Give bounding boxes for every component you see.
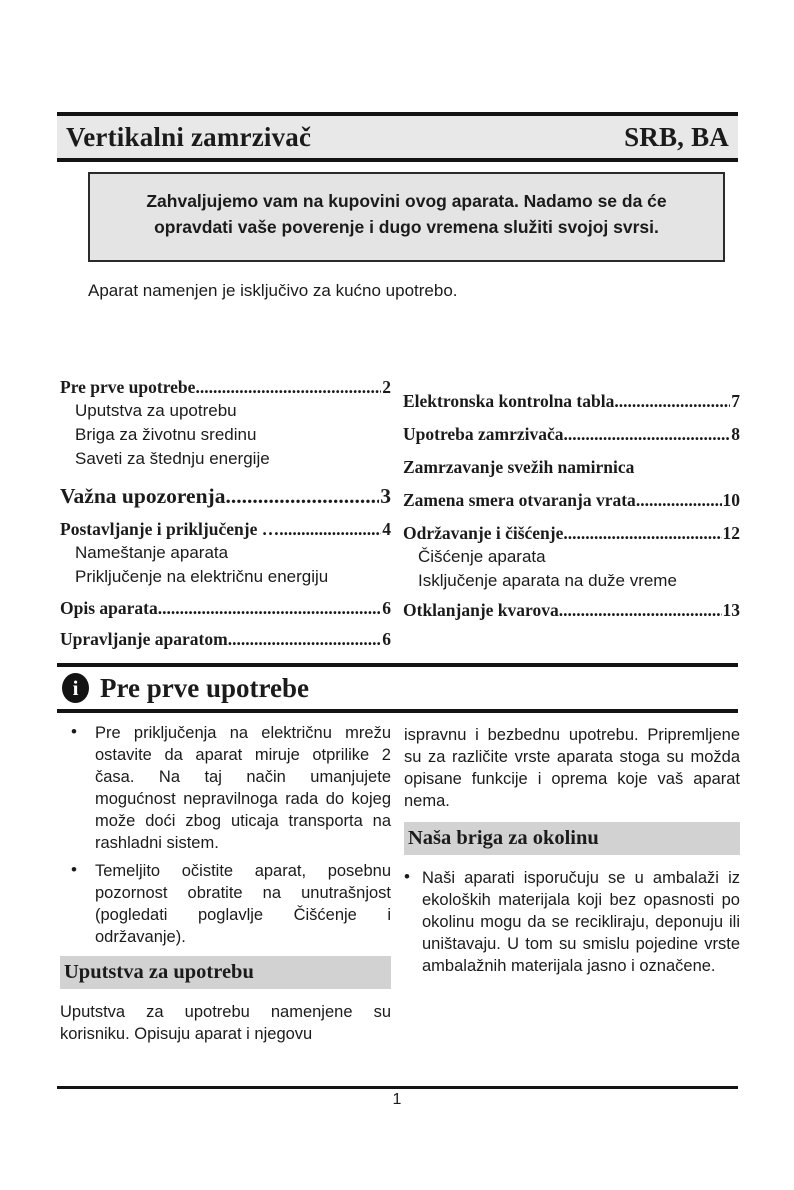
bullet-icon	[71, 859, 77, 881]
toc-entry-label: Elektronska kontrolna tabla	[403, 391, 615, 411]
page-number: 1	[392, 1091, 402, 1108]
toc-leader	[564, 423, 731, 446]
toc-entry	[60, 376, 391, 399]
toc-page-number: 7	[731, 391, 740, 411]
info-icon: i	[62, 673, 89, 703]
subheading-band: Naša briga za okolinu	[404, 822, 740, 855]
thanks-box	[88, 172, 725, 262]
toc-entry	[60, 518, 391, 541]
toc-entry-label: Opis aparata	[60, 598, 158, 618]
paragraph: Uputstva za upotrebu namenjene su korisniku. Opisuju aparat i njegovu	[60, 1003, 391, 1043]
toc-leader	[279, 518, 381, 541]
toc-subentry	[60, 423, 391, 447]
toc-entry-label: Pre prve upotrebe	[60, 377, 196, 397]
toc-page-number: 13	[722, 600, 740, 620]
toc-entry	[403, 522, 740, 545]
toc-page-number: 10	[722, 490, 740, 510]
toc-subentry	[60, 399, 391, 423]
toc-entry-label: Isključenje aparata na duže vreme	[418, 571, 677, 590]
toc-page-number: 2	[382, 377, 391, 397]
toc-right-column	[403, 390, 740, 632]
bullet-item	[404, 867, 740, 977]
toc-leader	[563, 522, 721, 545]
toc-entry-label: Važna upozorenja	[60, 484, 226, 508]
body-left-column	[60, 722, 391, 1045]
bullet-item	[60, 722, 391, 854]
toc-page-number: 3	[380, 484, 391, 508]
toc-entry-label: Saveti za štednju energije	[75, 449, 270, 468]
toc-entry-label: Zamena smera otvaranja vrata	[403, 490, 636, 510]
header-bar	[57, 112, 738, 162]
toc-subentry	[60, 565, 391, 589]
toc-entry	[60, 628, 391, 651]
toc-leader	[225, 483, 379, 510]
toc-entry-label: Održavanje i čišćenje	[403, 523, 564, 543]
toc-entry-label: Priključenje na električnu energiju	[75, 567, 329, 586]
bullet-icon	[404, 866, 410, 888]
toc-subentry	[60, 447, 391, 471]
section-title: Pre prve upotrebe	[100, 672, 309, 703]
toc-subentry	[403, 545, 740, 569]
section-header	[57, 663, 738, 713]
subheading-band: Uputstva za upotrebu	[60, 956, 391, 989]
toc-leader	[158, 597, 382, 620]
toc-entry	[60, 483, 391, 510]
footer-rule	[57, 1086, 738, 1089]
toc-entry-label: Briga za životnu sredinu	[75, 425, 257, 444]
toc-entry	[403, 390, 740, 413]
toc-entry-label: Postavljanje i priključenje …	[60, 519, 280, 539]
bullet-text: Naši aparati isporučuju se u ambalaži iz ekoloških materijala koji bez opasnosti po okolinu mogu da se recikliraju, deponuju ili uništavaju. U tom su smislu pojedine vrste ambalažnih materijala jasno i označene.	[422, 869, 740, 975]
toc-entry	[403, 599, 740, 622]
toc-page-number: 8	[731, 424, 740, 444]
bullet-icon	[71, 721, 77, 743]
toc-entry	[403, 423, 740, 446]
bullet-text: Pre priključenja na električnu mrežu ostavite da aparat miruje otprilike 2 časa. Na taj način umanjujete mogućnost nepravilnoga rada do kojeg može doći zbog uticaja transporta na rashladni sistem.	[95, 724, 391, 852]
intro-text: Aparat namenjen je isključivo za kućno upotrebo.	[88, 281, 458, 300]
toc-subentry	[60, 541, 391, 565]
toc-entry-label: Zamrzavanje svežih namirnica	[403, 457, 635, 477]
toc-leader	[614, 390, 730, 413]
toc-subentry	[403, 569, 740, 593]
language-code: SRB, BA	[624, 121, 729, 152]
toc-entry-label: Upravljanje aparatom	[60, 629, 228, 649]
toc-entry	[403, 456, 740, 479]
toc-leader	[195, 376, 381, 399]
page-title: Vertikalni zamrzivač	[66, 121, 312, 152]
toc-entry-label: Čišćenje aparata	[418, 547, 546, 566]
bullet-text: Temeljito očistite aparat, posebnu pozornost obratite na unutrašnjost (pogledati poglavlje Čišćenje i održavanje).	[95, 862, 391, 946]
bullet-item	[60, 860, 391, 948]
toc-entry-label: Upotreba zamrzivača	[403, 424, 564, 444]
toc-page-number: 6	[382, 598, 391, 618]
paragraph: ispravnu i bezbednu upotrebu. Pripremljene su za različite vrste aparata stoga su možda opisane funkcije i oprema koje vaš aparat nema.	[404, 726, 740, 810]
thanks-text: Zahvaljujemo vam na kupovini ovog aparata. Nadamo se da će opravdati vaše poverenje i dugo vremena služiti svojoj svrsi.	[146, 191, 667, 237]
toc-entry-label: Uputstva za upotrebu	[75, 401, 237, 420]
toc-leader	[228, 628, 382, 651]
toc-page-number: 12	[722, 523, 740, 543]
toc-page-number: 6	[382, 629, 391, 649]
toc-entry	[403, 489, 740, 512]
toc-entry-label: Otklanjanje kvarova	[403, 600, 559, 620]
toc-left-column	[60, 376, 391, 651]
toc-leader	[636, 489, 722, 512]
body-right-column	[404, 722, 740, 977]
toc-leader	[559, 599, 722, 622]
toc-entry-label: Nameštanje aparata	[75, 543, 229, 562]
toc-entry	[60, 597, 391, 620]
toc-page-number: 4	[382, 519, 391, 539]
